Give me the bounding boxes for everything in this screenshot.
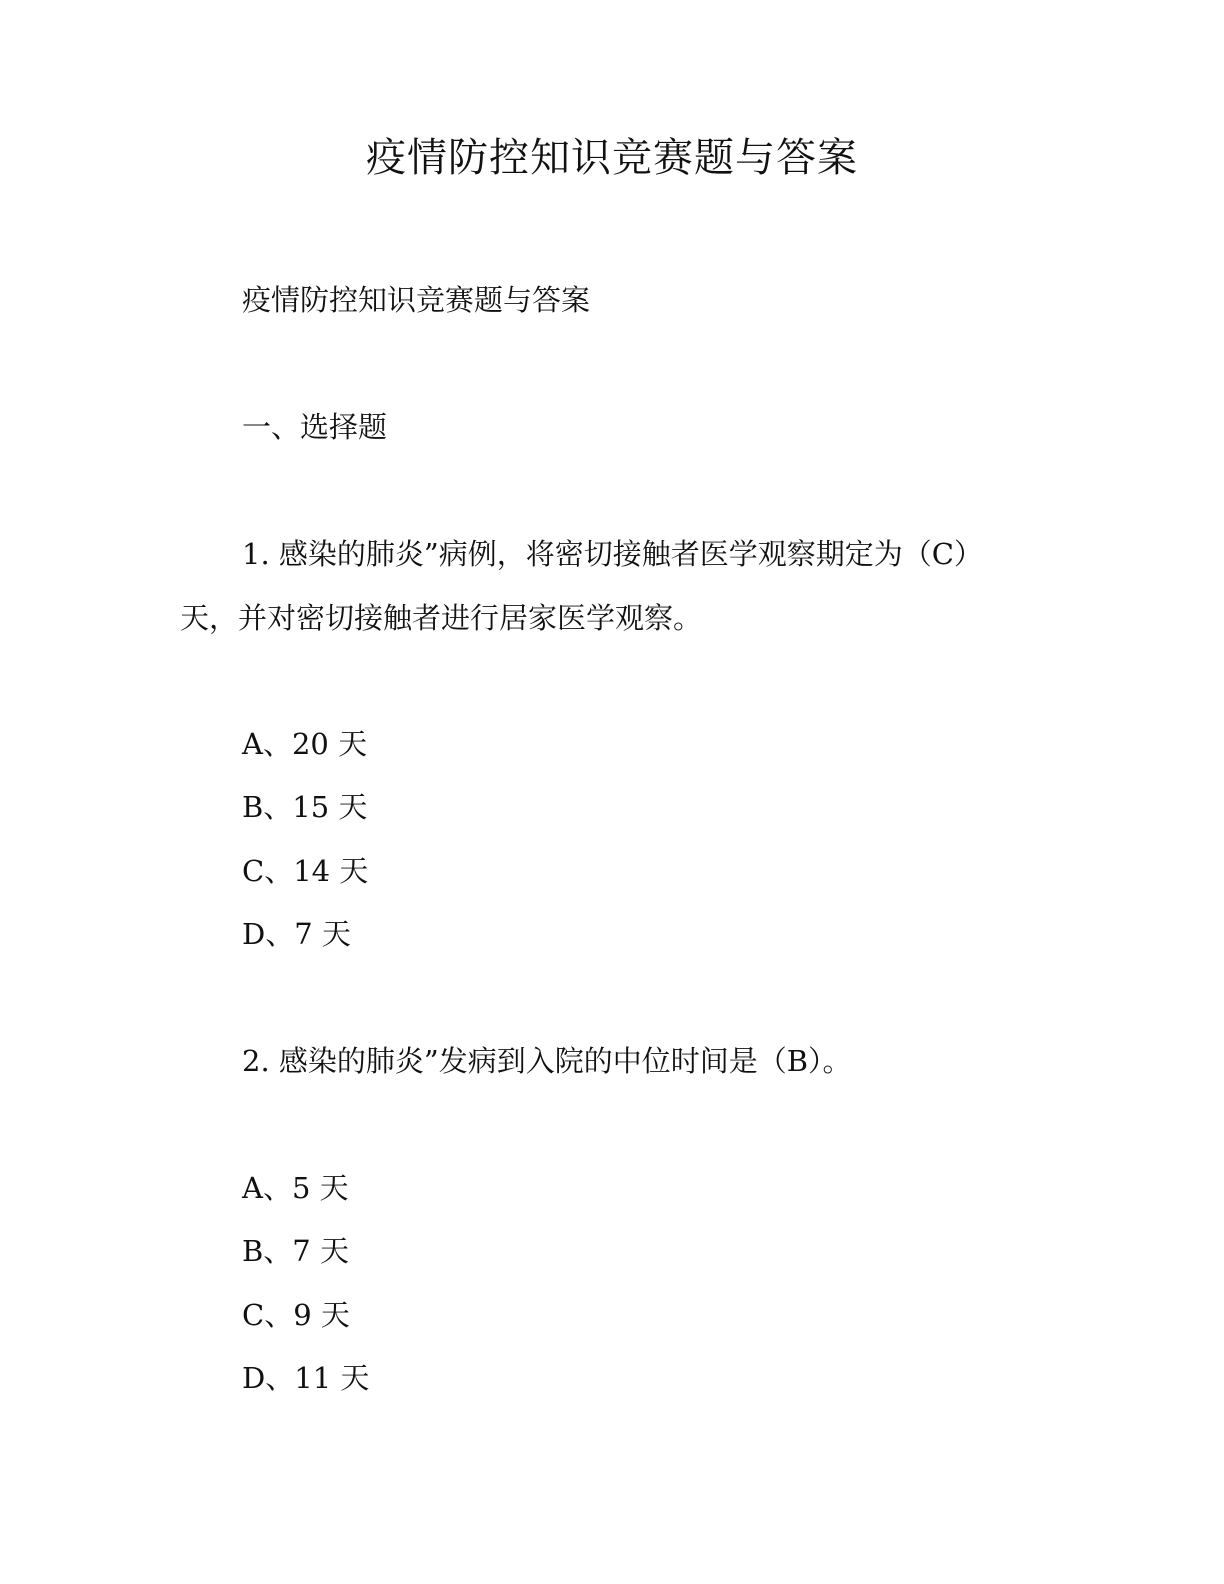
question-text-line-1: 1. 感染的肺炎”病例，将密切接触者医学观察期定为（C）	[242, 537, 983, 571]
section-heading: 一、选择题	[242, 410, 388, 444]
option-c: C、14 天	[242, 854, 369, 888]
document-title: 疫情防控知识竞赛题与答案	[366, 135, 858, 181]
question-text-line-1: 2. 感染的肺炎”发病到入院的中位时间是（B）。	[242, 1044, 852, 1078]
question-text-line-2: 天，并对密切接触者进行居家医学观察。	[180, 601, 703, 635]
option-c: C、9 天	[242, 1298, 350, 1332]
option-b: B、7 天	[242, 1234, 349, 1268]
document-subtitle: 疫情防控知识竞赛题与答案	[242, 283, 591, 317]
option-b: B、15 天	[242, 790, 368, 824]
option-a: A、5 天	[242, 1171, 349, 1205]
option-a: A、20 天	[242, 727, 368, 761]
option-d: D、11 天	[242, 1361, 370, 1395]
option-d: D、7 天	[242, 917, 351, 951]
